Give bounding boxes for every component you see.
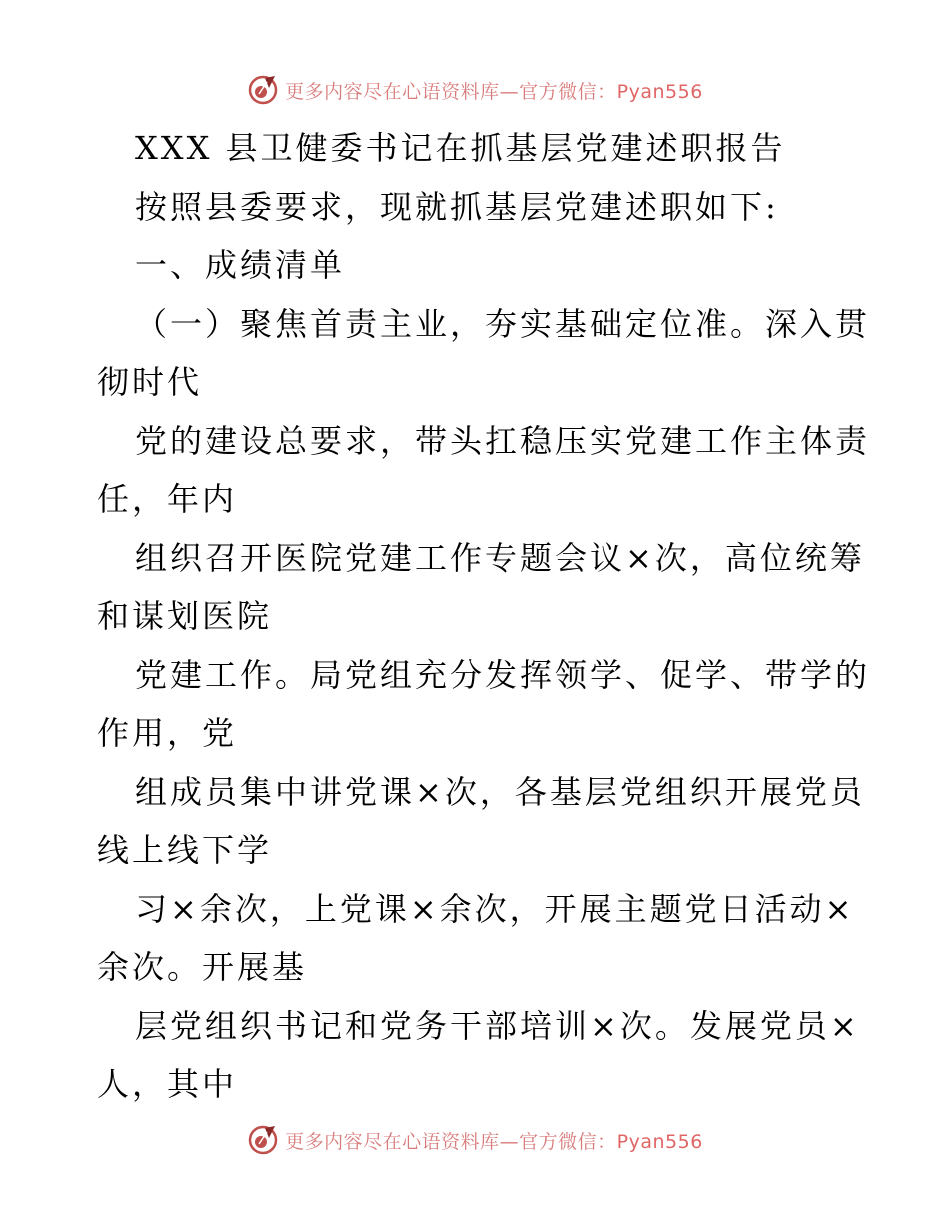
wechat-id: Pyan556 (616, 1130, 703, 1153)
text-line: 余次。开展基 (97, 948, 308, 986)
text-line: 组织召开医院党建工作专题会议×次，高位统筹 (135, 539, 865, 577)
footer-watermark-banner (0, 1120, 950, 1160)
wechat-id: Pyan556 (616, 80, 703, 103)
text-line: 线上线下学 (97, 831, 273, 869)
text-line: 和谋划医院 (97, 597, 273, 635)
watermark-text: 更多内容尽在心语资料库—官方微信：Pyan556 (285, 1130, 703, 1153)
document-title: XXX 县卫健委书记在抓基层党建述职报告 (135, 129, 786, 167)
text-line: 作用，党 (97, 714, 238, 752)
text-line: （一）聚焦首责主业，夯实基础定位准。深入贯 (135, 305, 871, 343)
text-line: 组成员集中讲党课×次，各基层党组织开展党员 (135, 773, 865, 811)
text-line: 任，年内 (97, 480, 238, 518)
watermark-text: 更多内容尽在心语资料库—官方微信：Pyan556 (285, 80, 703, 103)
intro-paragraph: 按照县委要求，现就抓基层党建述职如下: (135, 188, 779, 226)
text-line: 人，其中 (97, 1065, 238, 1103)
header-watermark-banner (0, 70, 950, 110)
quill-seal-icon (247, 74, 279, 106)
text-line: 彻时代 (97, 363, 203, 401)
quill-seal-icon (247, 1124, 279, 1156)
text-line: 党建工作。局党组充分发挥领学、促学、带学的 (135, 656, 871, 694)
text-line: 层党组织书记和党务干部培训×次。发展党员× (135, 1007, 860, 1045)
section-heading: 一、成绩清单 (135, 246, 346, 284)
text-line: 习×余次，上党课×余次，开展主题党日活动× (135, 890, 855, 928)
text-line: 党的建设总要求，带头扛稳压实党建工作主体责 (135, 422, 871, 460)
